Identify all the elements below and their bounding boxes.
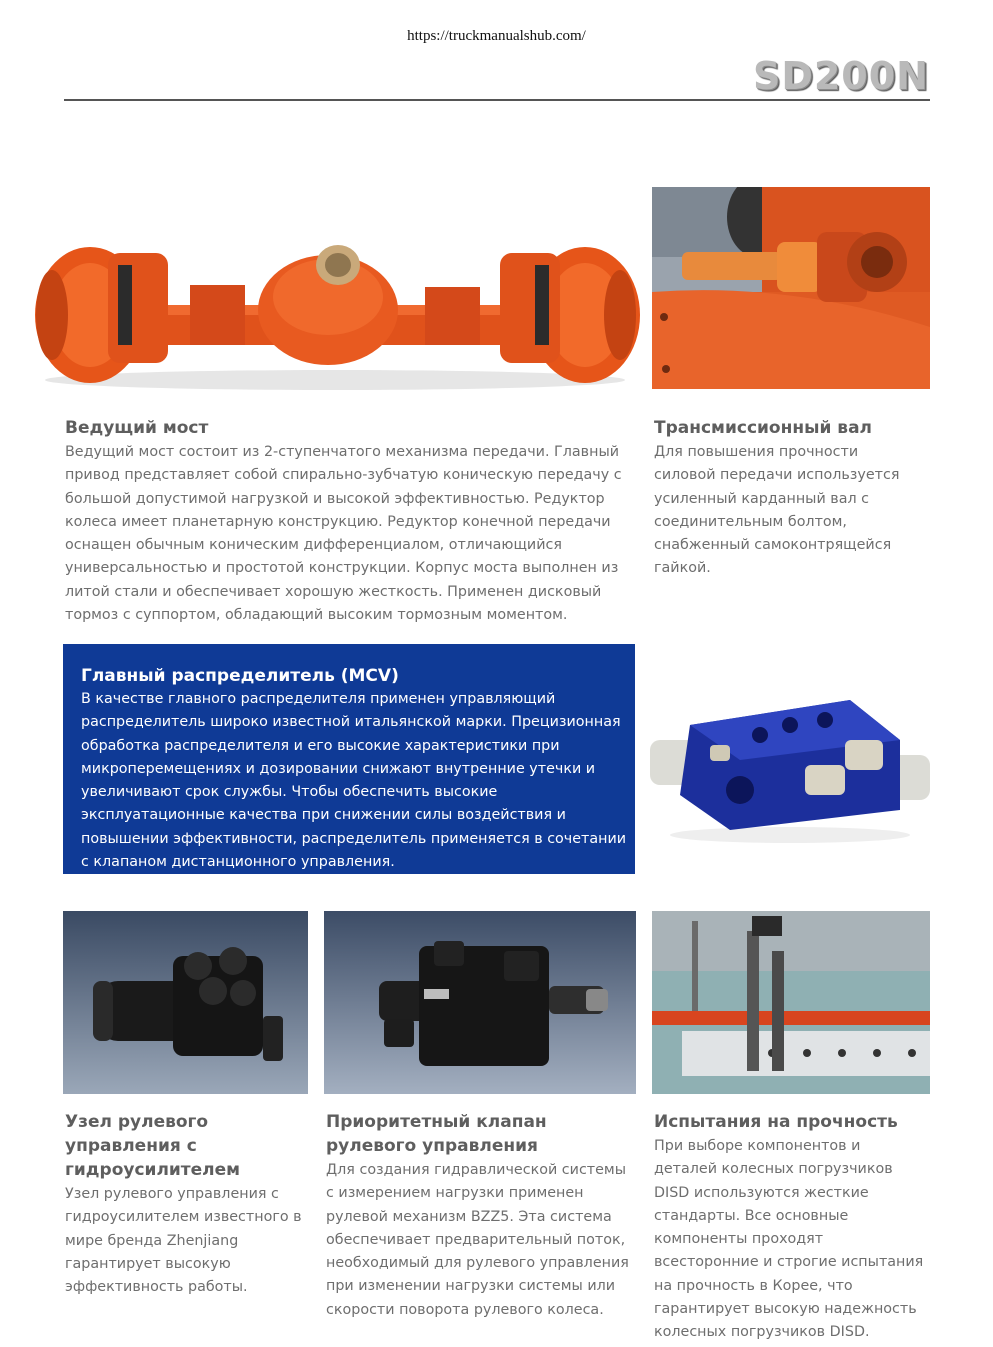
- drive-shaft-text: Для повышения прочности силовой передачи используется усиленный карданный вал с соединительным болтом, снабженный самоконтрящейся гайкой.: [654, 444, 900, 577]
- drive-axle-section: [65, 416, 630, 627]
- drive-shaft-title: Трансмиссионный вал: [654, 418, 872, 438]
- drive-axle-text: Ведущий мост состоит из 2-ступенчатого механизма передачи. Главный привод представляет собой спирально-зубчатую коническую передачу с большой допустимой нагрузкой и высокой эффективностью. Редуктор колеса имеет планетарную конструкцию. Редуктор конечной передачи оснащен обычным коническим дифференциалом, отличающийся универсальностью и простотой конструкции. Корпус моста выполнен из литой стали и обеспечивает хорошую жесткость. Применен дисковый тормоз с суппортом, обладающий высоким тормозным моментом.: [65, 444, 622, 624]
- steering-unit-image: [63, 911, 308, 1094]
- mcv-section: [63, 644, 635, 874]
- priority-valve-section: [326, 1110, 631, 1322]
- steering-unit-title: Узел рулевого управления с гидроусилителем: [65, 1112, 241, 1180]
- mcv-valve-image: [650, 685, 930, 845]
- strength-test-section: [654, 1110, 926, 1345]
- drive-axle-title: Ведущий мост: [65, 418, 209, 438]
- strength-test-text: При выборе компонентов и деталей колесных погрузчиков DISD используются жесткие стандарты. Все основные компоненты проходят всесторонние и строгие испытания на прочность в Корее, что гарантирует высокую надежность колесных погрузчиков DISD.: [654, 1138, 924, 1341]
- header-rule: [64, 99, 930, 101]
- priority-valve-image: [324, 911, 636, 1094]
- mcv-text: В качестве главного распределителя применен управляющий распределитель широко известной итальянской марки. Прецизионная обработка распределителя и его высокие характеристики при микроперемещениях и дозировании снижают внутренние утечки и увеличивают срок службы. Чтобы обеспечить высокие эксплуатационные качества при снижении силы воздействия и повышении эффективности, распределитель применяется в сочетании с клапаном дистанционного управления.: [81, 691, 627, 871]
- mcv-title: Главный распределитель (MCV): [81, 666, 399, 686]
- strength-test-image: [652, 911, 930, 1094]
- drive-shaft-section: [654, 416, 924, 581]
- priority-valve-title: Приоритетный клапан рулевого управления: [326, 1112, 547, 1156]
- steering-unit-text: Узел рулевого управления с гидроусилителем известного в мире бренда Zhenjiang гарантирует высокую эффективность работы.: [65, 1186, 302, 1296]
- priority-valve-text: Для создания гидравлической системы с измерением нагрузки применен рулевой механизм BZZ5. Эта система обеспечивает предварительный поток, необходимый для рулевого управления при изменении нагрузки системы или скорости поворота рулевого колеса.: [326, 1162, 629, 1318]
- drive-shaft-image: [652, 187, 930, 389]
- steering-unit-section: [65, 1110, 310, 1299]
- model-logo: SD200N: [752, 54, 929, 98]
- strength-test-title: Испытания на прочность: [654, 1112, 898, 1132]
- drive-axle-image: [30, 225, 640, 395]
- source-url[interactable]: https://truckmanualshub.com/: [407, 28, 586, 44]
